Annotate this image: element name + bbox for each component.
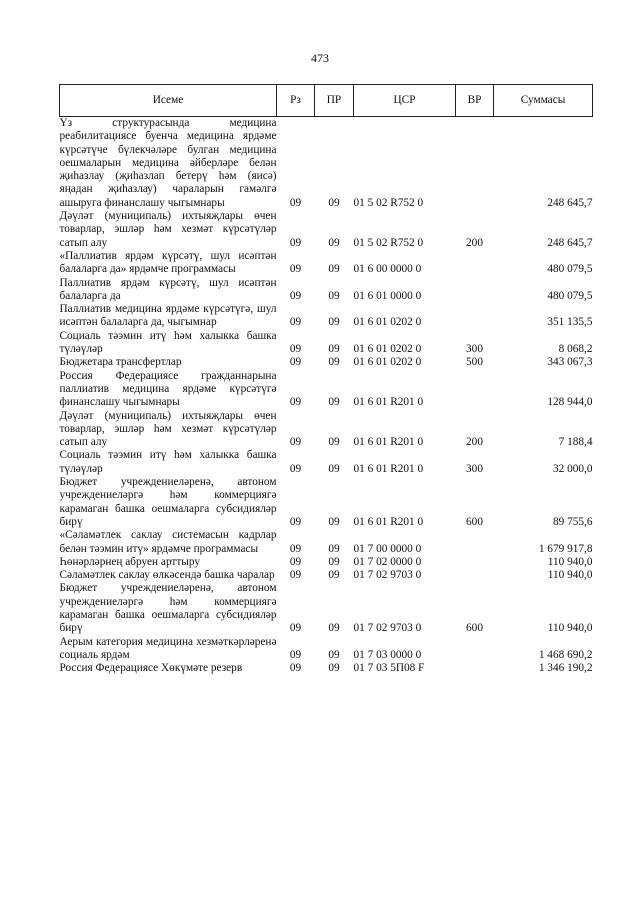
cell-pr: 09 (328, 316, 340, 329)
cell-pr: 09 (328, 236, 340, 249)
cell-csr: 01 6 01 R201 0 (353, 462, 424, 475)
cell-vr: 300 (466, 343, 483, 356)
cell-vr (456, 250, 494, 277)
cell-vr (456, 556, 494, 569)
cell-rz: 09 (289, 555, 302, 568)
cell-sum: 480 079,5 (547, 263, 593, 276)
table-row (60, 410, 593, 450)
cell-vr: 600 (466, 622, 483, 635)
table-row (60, 529, 593, 556)
header-name: Исеме (60, 85, 277, 117)
cell-sum: 248 645,7 (547, 196, 593, 209)
cell-sum: 8 068,2 (558, 343, 593, 356)
cell-vr (456, 370, 494, 410)
cell-csr: 01 6 01 0202 0 (353, 356, 422, 369)
cell-csr: 01 6 01 0202 0 (353, 316, 422, 329)
cell-pr: 09 (328, 555, 340, 568)
cell-pr: 09 (328, 542, 340, 555)
header-pr: ПР (315, 85, 354, 117)
cell-pr: 09 (328, 196, 340, 209)
cell-name: Дәүләт (муниципаль) ихтыяҗлары өчен товарлар, эшләр һәм хезмәт күрсәтүләр сатып алу (59, 409, 277, 449)
header-rz: Рз (277, 85, 315, 117)
cell-rz: 09 (289, 569, 302, 582)
cell-csr: 01 7 02 9703 0 (353, 622, 422, 635)
cell-pr: 09 (328, 648, 340, 661)
cell-pr: 09 (328, 396, 340, 409)
header-vr: ВР (456, 85, 494, 117)
table-row (60, 330, 593, 357)
cell-rz: 09 (289, 343, 302, 356)
cell-pr: 09 (328, 662, 340, 675)
table-body (60, 117, 593, 676)
cell-vr: 200 (466, 236, 483, 249)
header-csr: ЦСР (354, 85, 456, 117)
cell-pr: 09 (328, 289, 340, 302)
cell-name: Социаль тәэмин итү һәм халыкка башка түләүләр (59, 329, 277, 356)
table-row (60, 250, 593, 277)
cell-name: Россия Федерациясе Хөкүмәте резерв (59, 662, 243, 675)
cell-sum: 1 679 917,8 (538, 542, 593, 555)
table-row (60, 303, 593, 330)
cell-pr: 09 (328, 436, 340, 449)
cell-vr (456, 303, 494, 330)
cell-sum: 248 645,7 (547, 236, 593, 249)
cell-rz: 09 (289, 289, 302, 302)
cell-pr: 09 (328, 356, 340, 369)
cell-pr: 09 (328, 343, 340, 356)
cell-csr: 01 5 02 R752 0 (353, 196, 424, 209)
cell-rz: 09 (289, 515, 302, 528)
cell-pr: 09 (328, 515, 340, 528)
cell-name: «Сәламәтлек саклау системасын кадрлар белән тәэмин итү» ярдәмче программасы (59, 529, 277, 555)
cell-vr: 600 (466, 515, 483, 528)
cell-sum: 351 135,5 (547, 316, 593, 329)
cell-csr: 01 6 01 0202 0 (353, 343, 422, 356)
cell-name: Сәламәтлек саклау өлкәсендә башка чаралар (59, 569, 275, 582)
cell-rz: 09 (289, 662, 302, 675)
cell-name: Бюджет учреждениеләренә, автоном учреждениеләргә һәм коммерциягә карамаган башка оешмаларга субсидияләр бирү (59, 582, 277, 635)
cell-rz: 09 (289, 236, 302, 249)
cell-rz: 09 (289, 542, 302, 555)
cell-sum: 89 755,6 (552, 515, 593, 528)
cell-sum: 343 067,3 (547, 356, 593, 369)
cell-sum: 128 944,0 (547, 396, 593, 409)
cell-name: Паллиатив медицина ярдәме күрсәтүгә, шул исәптән балаларга да, чыгымнар (59, 303, 277, 329)
table-row (60, 356, 593, 369)
cell-sum: 32 000,0 (552, 462, 593, 475)
cell-pr: 09 (328, 462, 340, 475)
cell-name: Дәүләт (муниципаль) ихтыяҗлары өчен товарлар, эшләр һәм хезмәт күрсәтүләр сатып алу (59, 210, 277, 249)
cell-vr (456, 636, 494, 663)
table-row (60, 449, 593, 476)
cell-name: Бюджет учреждениеләренә, автоном учреждениеләргә һәм коммерциягә карамаган башка оешмаларга субсидияләр бирү (59, 476, 277, 528)
table-row (60, 556, 593, 569)
table-row (60, 117, 593, 211)
cell-csr: 01 6 01 R201 0 (353, 515, 424, 528)
cell-name: Бюджетара трансфертлар (59, 356, 182, 369)
cell-pr: 09 (328, 263, 340, 276)
cell-sum: 110 940,0 (547, 622, 593, 635)
cell-rz: 09 (289, 396, 302, 409)
table-header (60, 85, 593, 117)
cell-sum: 480 079,5 (547, 289, 593, 302)
cell-sum: 7 188,4 (558, 436, 593, 449)
cell-name: Үз структурасында медицина реабилитациясе буенча медицина ярдәме күрсәтүче бүлекчәләре булган медицина оешмаларын медицина әйберләре белән җиһазлау (җиһазлап бетерү һәм (яисә) яңадан җиһазлау) чараларын гамәлгә ашыруга финанслашу чыгымнары (59, 117, 277, 209)
cell-vr: 300 (466, 462, 483, 475)
cell-vr (456, 529, 494, 556)
cell-rz: 09 (289, 196, 302, 209)
table-row (60, 582, 593, 635)
cell-name: «Паллиатив ярдәм күрсәтү, шул исәптән балаларга да» ярдәмче программасы (59, 249, 277, 276)
cell-sum: 110 940,0 (547, 569, 593, 582)
cell-rz: 09 (289, 622, 302, 635)
cell-vr (456, 569, 494, 582)
cell-rz: 09 (289, 316, 302, 329)
budget-table (59, 84, 593, 675)
cell-rz: 09 (289, 263, 302, 276)
cell-rz: 09 (289, 462, 302, 475)
cell-vr (456, 277, 494, 304)
cell-csr: 01 6 01 0000 0 (353, 289, 422, 302)
cell-vr (456, 662, 494, 675)
cell-pr: 09 (328, 622, 340, 635)
cell-sum: 1 468 690,2 (538, 648, 593, 661)
cell-csr: 01 7 02 9703 0 (353, 569, 422, 582)
page-number: 473 (311, 51, 329, 65)
cell-csr: 01 6 00 0000 0 (353, 263, 422, 276)
cell-pr: 09 (328, 569, 340, 582)
table-row (60, 210, 593, 250)
cell-name: Паллиатив ярдәм күрсәтү, шул исәптән балаларга да (59, 276, 277, 302)
cell-vr (456, 117, 494, 211)
cell-csr: 01 5 02 R752 0 (353, 236, 424, 249)
cell-name: Аерым категория медицина хезмәткәрләренә социаль ярдәм (59, 635, 277, 661)
cell-vr: 500 (466, 356, 483, 369)
cell-rz: 09 (289, 648, 302, 661)
cell-name: Россия Федерациясе гражданнарына паллиатив медицина ярдәме күрсәтүгә финанслашу чыгымнары (59, 369, 277, 409)
cell-vr: 200 (466, 436, 483, 449)
cell-csr: 01 6 01 R201 0 (353, 396, 424, 409)
cell-sum: 110 940,0 (547, 555, 593, 568)
cell-name: Һөнәрләрнең абруен арттыру (59, 555, 201, 568)
table-row (60, 636, 593, 663)
table-row (60, 569, 593, 582)
header-sum: Суммасы (494, 85, 593, 117)
table-row (60, 662, 593, 675)
cell-csr: 01 7 03 0000 0 (353, 648, 422, 661)
cell-csr: 01 7 02 0000 0 (353, 555, 422, 568)
cell-csr: 01 7 00 0000 0 (353, 542, 422, 555)
table-row (60, 277, 593, 304)
cell-rz: 09 (289, 356, 302, 369)
cell-rz: 09 (289, 436, 302, 449)
cell-csr: 01 7 03 5П08 F (353, 662, 425, 675)
table-row (60, 476, 593, 529)
cell-name: Социаль тәэмин итү һәм халыкка башка түләүләр (59, 449, 277, 475)
cell-sum: 1 346 190,2 (538, 662, 593, 675)
cell-csr: 01 6 01 R201 0 (353, 436, 424, 449)
table-row (60, 370, 593, 410)
